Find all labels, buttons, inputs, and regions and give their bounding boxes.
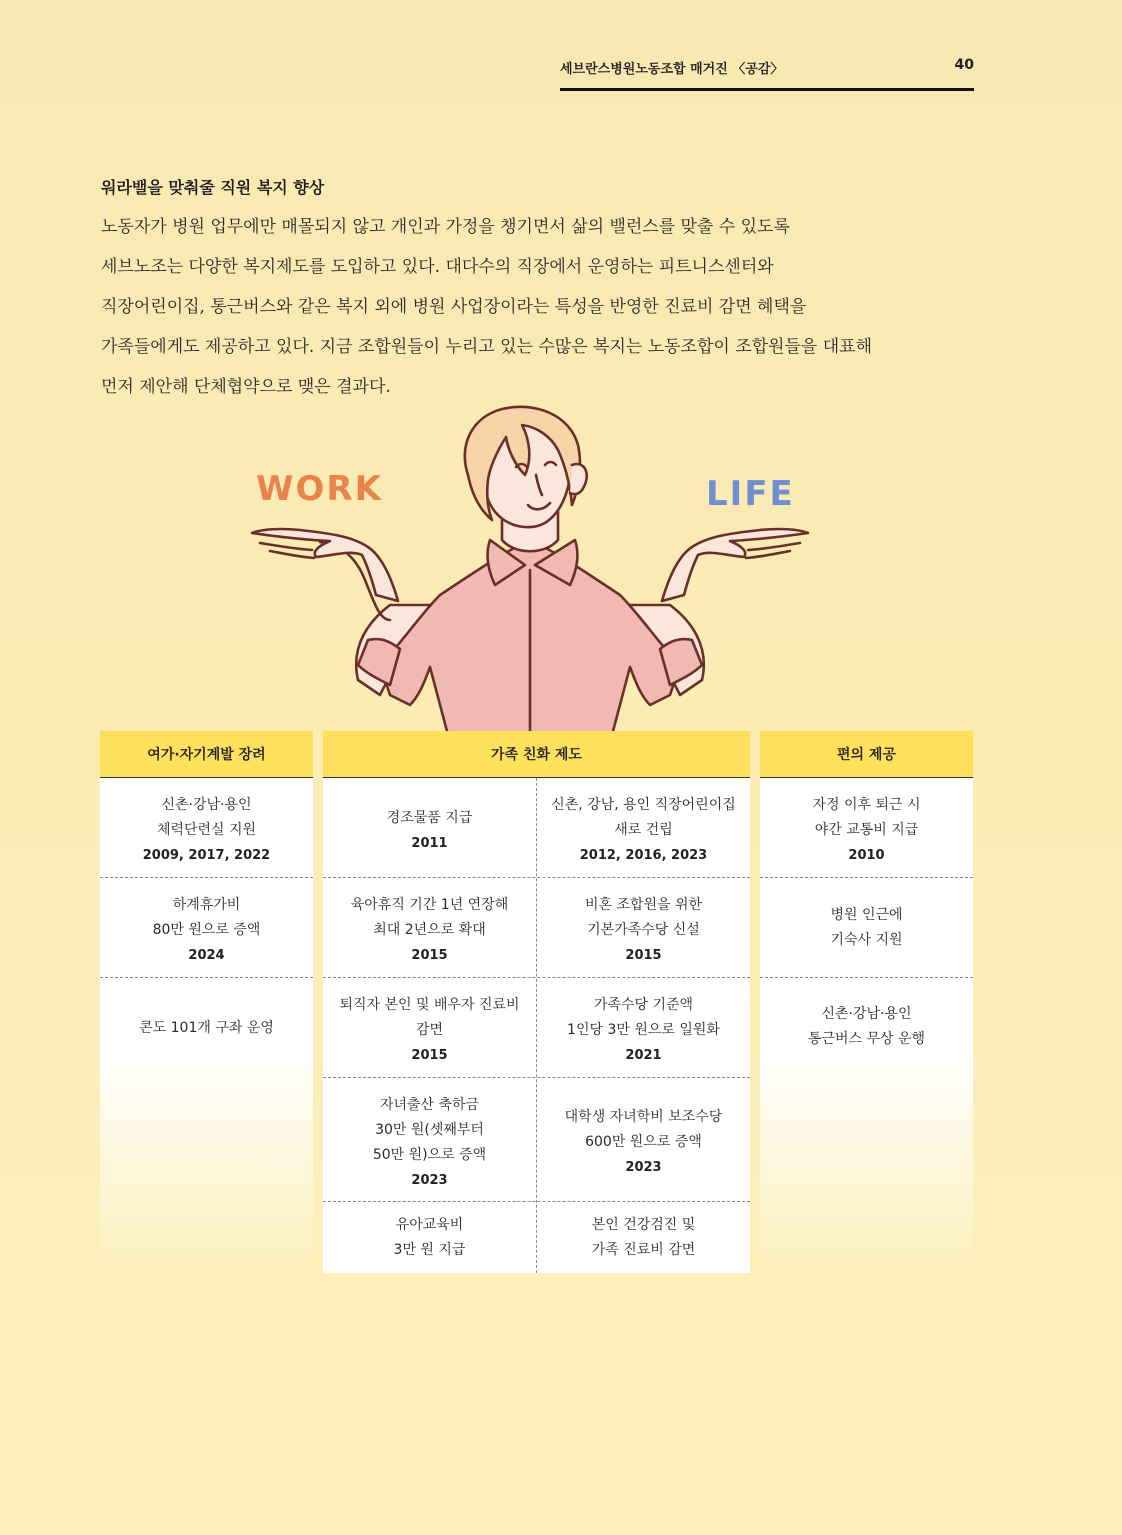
body-line: 먼저 제안해 단체협약으로 맺은 결과다. bbox=[101, 377, 391, 397]
table-cell: 경조물품 지급 2011 bbox=[386, 809, 473, 851]
row-divider bbox=[760, 977, 973, 978]
life-label: LIFE bbox=[706, 474, 795, 514]
work-life-balance-illustration bbox=[240, 405, 820, 735]
table-cell: 비혼 조합원을 위한 기본가족수당 신설 2015 bbox=[584, 897, 703, 963]
row-divider bbox=[100, 977, 313, 978]
table-cell: 육아휴직 기간 1년 연장해 최대 2년으로 확대 2015 bbox=[350, 897, 509, 963]
table-cell: 신촌·강남·용인 통근버스 무상 운행 bbox=[807, 1006, 926, 1047]
convenience-column bbox=[760, 778, 973, 1278]
work-label: WORK bbox=[256, 469, 383, 509]
section-title: 워라밸을 맞춰줄 직원 복지 향상 bbox=[101, 178, 325, 197]
magazine-header bbox=[560, 56, 974, 91]
person-shrugging-illustration bbox=[240, 405, 820, 735]
table-cell: 유아교육비 3만 원 지급 bbox=[393, 1216, 466, 1258]
table-cell: 신촌, 강남, 용인 직장어린이집 새로 건립 2012, 2016, 2023 bbox=[551, 797, 736, 863]
table-cell: 하계휴가비 80만 원으로 증액 2024 bbox=[152, 897, 261, 963]
body-paragraph bbox=[101, 210, 951, 410]
table-cell: 자정 이후 퇴근 시 야간 교통비 지급 2010 bbox=[812, 797, 921, 863]
column-header-family: 가족 친화 제도 bbox=[323, 731, 750, 778]
body-line: 가족들에게도 제공하고 있다. 지금 조합원들이 누리고 있는 수많은 복지는 노동조합이 조합원들을 대표해 bbox=[101, 337, 872, 357]
table-cell: 본인 건강검진 및 가족 진료비 감면 bbox=[591, 1216, 696, 1258]
column-header-leisure: 여가·자기계발 장려 bbox=[100, 731, 313, 778]
column-header-convenience: 편의 제공 bbox=[760, 731, 973, 778]
table-cell: 가족수당 기준액 1인당 3만 원으로 일원화 2021 bbox=[567, 997, 720, 1063]
page-number: 40 bbox=[954, 57, 974, 73]
table-cell: 퇴직자 본인 및 배우자 진료비 감면 2015 bbox=[339, 997, 520, 1063]
table-cell: 대학생 자녀학비 보조수당 600만 원으로 증액 2023 bbox=[564, 1109, 723, 1175]
table-cell: 신촌·강남·용인 체력단련실 지원 2009, 2017, 2022 bbox=[142, 797, 271, 863]
body-line: 세브노조는 다양한 복지제도를 도입하고 있다. 대다수의 직장에서 운영하는 피트니스센터와 bbox=[101, 257, 774, 277]
table-cell: 콘도 101개 구좌 운영 bbox=[139, 1020, 274, 1036]
body-line: 직장어린이집, 통근버스와 같은 복지 외에 병원 사업장이라는 특성을 반영한 진료비 감면 혜택을 bbox=[101, 297, 807, 317]
magazine-title: 세브란스병원노동조합 매거진 〈공감〉 bbox=[560, 62, 784, 77]
family-column bbox=[323, 778, 750, 1273]
table-cell: 병원 인근에 기숙사 지원 bbox=[830, 907, 903, 948]
leisure-column bbox=[100, 778, 313, 1278]
table-cell: 자녀출산 축하금 30만 원(셋째부터 50만 원)으로 증액 2023 bbox=[372, 1096, 487, 1188]
body-line: 노동자가 병원 업무에만 매몰되지 않고 개인과 가정을 챙기면서 삶의 밸런스를 맞출 수 있도록 bbox=[101, 217, 790, 237]
